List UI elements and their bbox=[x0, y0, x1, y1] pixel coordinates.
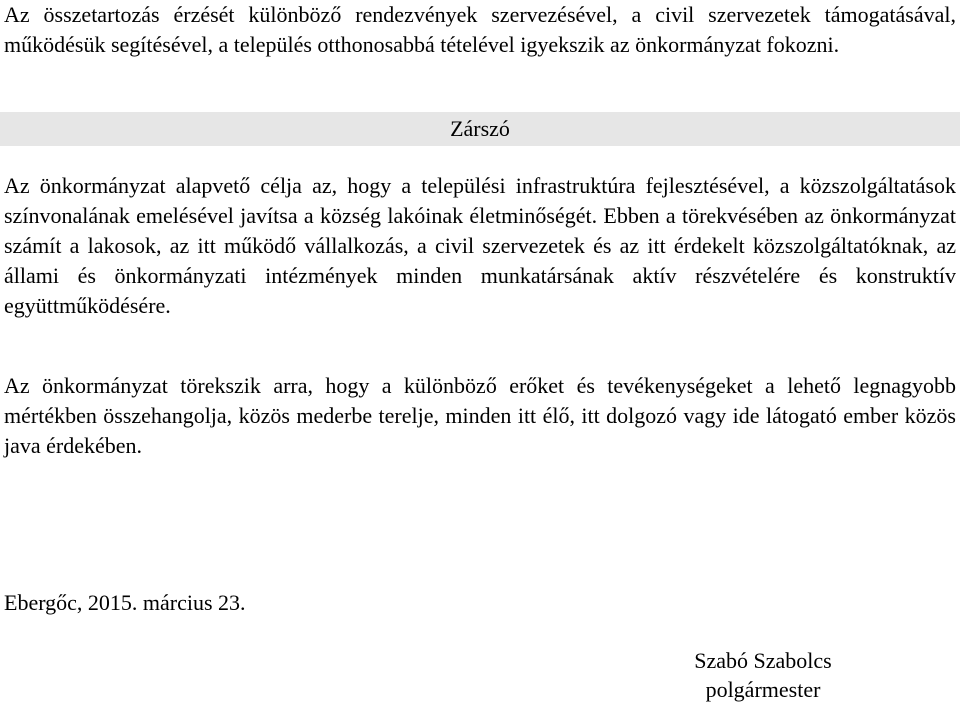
closing-paragraph-2: Az önkormányzat törekszik arra, hogy a különböző erőket és tevékenységeket a lehető legnagyobb mértékben összehangolja, közös mederbe terelje, minden itt élő, itt dolgozó vagy ide látogató ember közös java érdekében. bbox=[4, 373, 956, 458]
closing-paragraph-1: Az önkormányzat alapvető célja az, hogy a települési infrastruktúra fejlesztésével, a közszolgáltatások színvonalának emelésével javítsa a község lakóinak életminőségét. Ebben a törekvésében az önkormányzat számít a lakosok, az itt működő vállalkozás, a civil szervezetek és az itt érdekelt közszolgáltatóknak, az állami és önkormányzati intézmények minden munkatársának aktív részvételére és konstruktív együttműködésére. bbox=[4, 173, 956, 318]
intro-paragraph: Az összetartozás érzését különböző rendezvények szervezésével, a civil szervezetek támogatásával, működésük segítésével, a település otthonosabbá tételével igyekszik az önkormányzat fokozni. bbox=[4, 2, 956, 57]
place-date: Ebergőc, 2015. március 23. bbox=[4, 590, 246, 615]
signature-block bbox=[680, 646, 846, 704]
signatory-title: polgármester bbox=[705, 677, 821, 702]
closing-section-heading: Zárszó bbox=[0, 112, 960, 146]
signatory-name: Szabó Szabolcs bbox=[694, 648, 832, 673]
